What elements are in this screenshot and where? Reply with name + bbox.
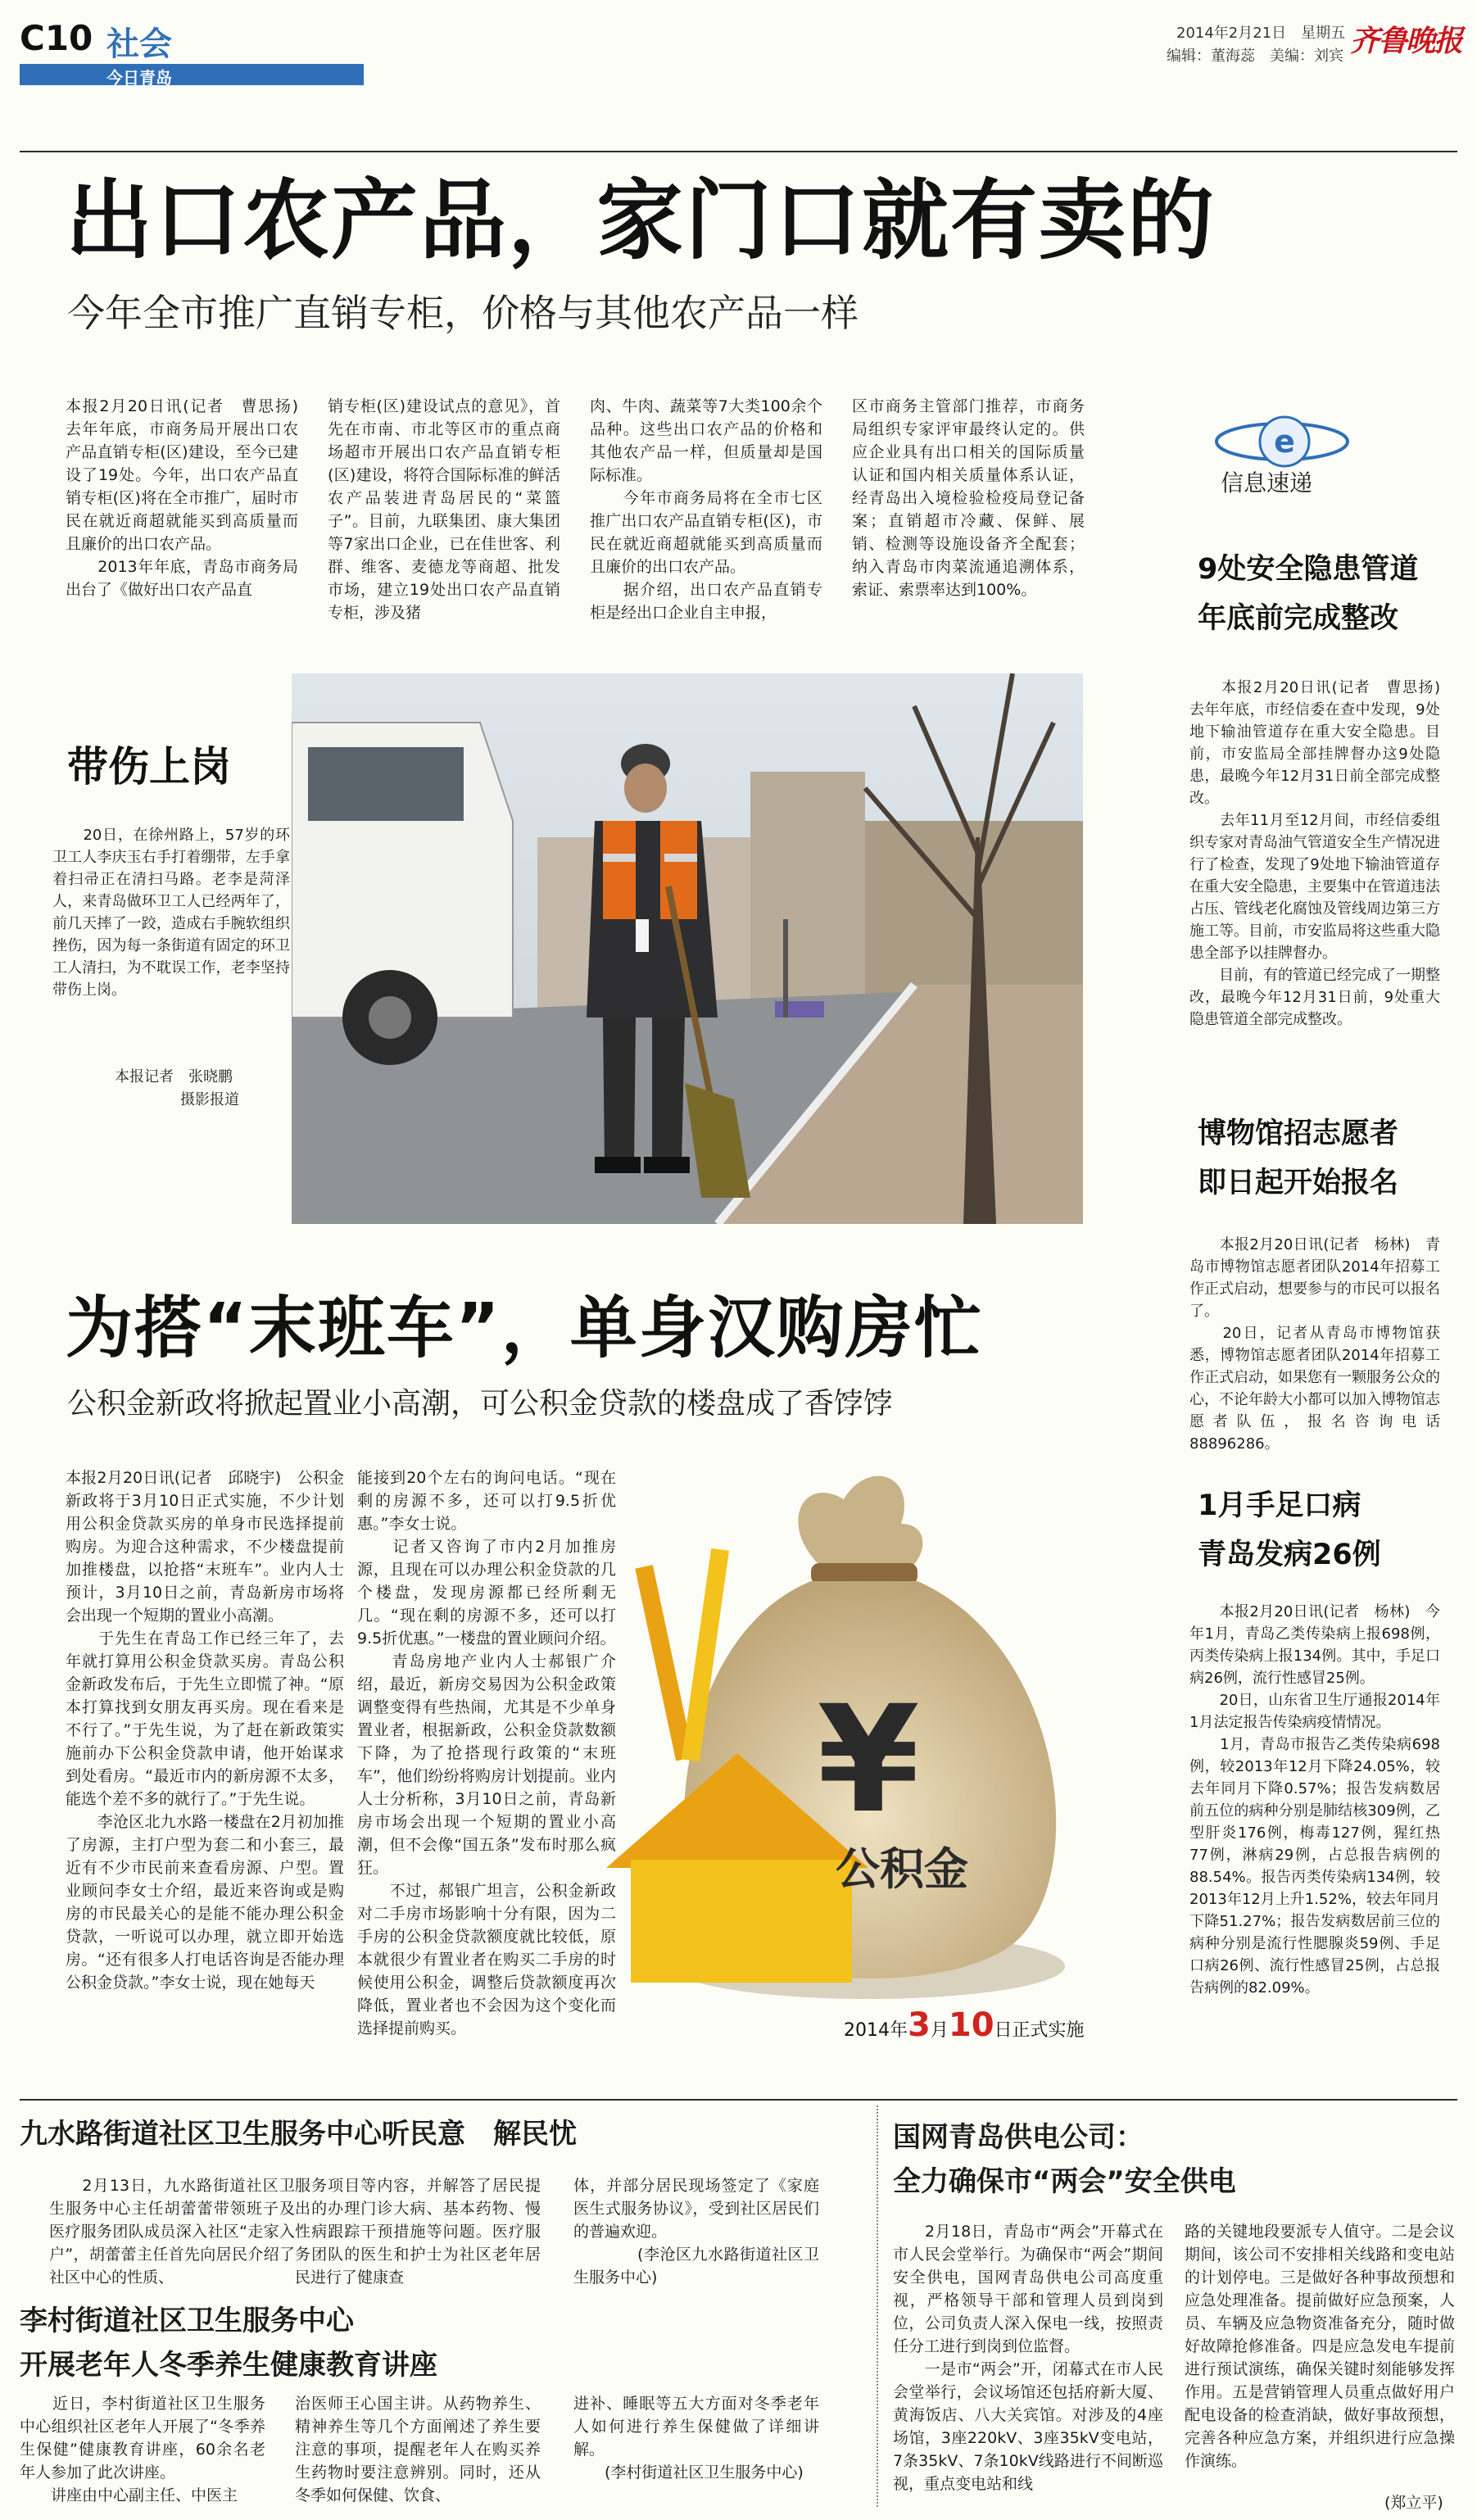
- issue-date: 2014年2月21日 星期五: [1176, 25, 1346, 42]
- svg-text:e: e: [1274, 424, 1295, 460]
- bottom-a-col-3: 体，并部分居民现场签定了《家庭医生式服务协议》，受到社区居民们的普遍欢迎。 (李沧区九水路街道社区卫生服务中心): [573, 2177, 819, 2287]
- page-number: C10: [20, 18, 93, 58]
- bottom-b-col-2: 治医师王心国主讲。从药物养生、精神养生等几个方面阐述了养生要注意的事项，提醒老年人在购买养生药物时要注意辨别。同时，还从冬季如何保健、饮食、: [295, 2395, 541, 2504]
- bottom-right-headline-line2: 全力确保市“两会”安全供电: [893, 2165, 1236, 2198]
- lead-col-3: 肉、牛肉、蔬菜等7大类100余个品种。这些出口农产品的价格和其他农产品一样，但质量却是国际标准。 今年市商务局将在全市七区推广出口农产品直销专柜(区)，市民在就近商超就能买到高质量而且廉价的出口农产品。 据介绍，出口农产品直销专柜是经出口企业自主申报，: [590, 397, 822, 622]
- second-subhead: 公积金新政将掀起置业小高潮，可公积金贷款的楼盘成了香饽饽: [67, 1387, 894, 1421]
- bottom-right-byline: (郑立平): [1384, 2494, 1443, 2512]
- street-sweeper-photo: [292, 673, 1083, 1224]
- lead-subhead: 今年全市推广直销专柜，价格与其他农产品一样: [67, 291, 859, 335]
- brief-3-body: 本报2月20日讯(记者 杨林) 今年1月，青岛乙类传染病上报698例，丙类传染病上报134例。其中，手足口病26例，流行性感冒25例。 20日，山东省卫生厅通报2014年1月法定报告传染病疫情情况。 1月，青岛市报告乙类传染病698例，较2013年12月下降24.05%，较去年同月下降0.57%；报告发病数居前五位的病种分别是肺结核309例，乙型肝炎176例，梅毒127例，猩红热77例，淋病29例，占总报告病例的88.54%。报告丙类传染病134例，较2013年12月上升1.52%，较去年同月下降51.27%；报告发病数居前三位的病种分别是流行性腮腺炎59例、手足口病26例、流行性感冒25例，占总报告病例的82.09%。: [1189, 1603, 1440, 1997]
- brief-1-title-line1: 9处安全隐患管道: [1198, 553, 1419, 586]
- photo-credit-reporter: 本报记者 张晓鹏: [115, 1068, 233, 1086]
- masthead: [0, 0, 1477, 92]
- brief-2-body: 本报2月20日讯(记者 杨林) 青岛市博物馆志愿者团队2014年招募工作正式启动，想要参与的市民可以报名了。 20日，记者从青岛市博物馆获悉，博物馆志愿者团队2014年招募工作正式启动，如果您有一颗服务公众的心，不论年龄大小都可以加入博物馆志愿者队伍，报名咨询电话88896286。: [1189, 1236, 1440, 1453]
- lead-col-2: 销专柜(区)建设试点的意见》，首先在市南、市北等区市的重点商场超市开展出口农产品直销专柜(区)建设，将符合国际标准的鲜活农产品装进青岛居民的“菜篮子”。目前，九联集团、康大集团等7家出口企业，已在佳世客、利群、维客、麦德龙等商超、批发市场，建立19处出口农产品直销专柜，涉及猪: [328, 397, 560, 622]
- brief-1-body: 本报2月20日讯(记者 曹思扬) 去年年底，市经信委在查中发现，9处地下输油管道存在重大安全隐患。目前，市安监局全部挂牌督办这9处隐患，最晚今年12月31日前全部完成整改。 去年11月至12月间，市经信委组织专家对青岛油气管道安全生产情况进行了检查，发现了9处地下输油管道存在重大安全隐患，主要集中在管道违法占压、管线老化腐蚀及管线周边第三方施工等。目前，市安监局将这些重大隐患全部予以挂牌督办。 目前，有的管道已经完成了一期整改，最晚今年12月31日前，9处重大隐患管道全部完成整改。: [1189, 679, 1440, 1028]
- brief-3-title-line1: 1月手足口病: [1198, 1489, 1361, 1522]
- bottom-a-col-2: 服务项目等内容，并解答了居民提出的办理门诊大病、基本药物、慢性病跟踪干预措施等问题。医疗服务团队的医生和护士为社区老年居民进行了健康查: [295, 2177, 541, 2287]
- brief-1-title-line2: 年底前完成整改: [1198, 602, 1399, 635]
- bottom-right-col-2: 路的关键地段要派专人值守。二是会议期间，该公司不安排相关线路和变电站的计划停电。三是做好各种事故预想和应急处理准备。提前做好应急预案，人员、车辆及应急物资准备充分，随时做好故障抢修准备。四是应急发电车提前进行预试演练，确保关键时刻能够发挥作用。五是营销管理人员重点做好用户配电设备的检查消缺，做好事故预想，完善各种应急方案，并组织进行应急操作演练。: [1185, 2223, 1455, 2470]
- bottom-right-headline-line1: 国网青岛供电公司：: [893, 2121, 1144, 2154]
- photo-scene: [292, 673, 1083, 1224]
- brief-2-title-line2: 即日起开始报名: [1198, 1167, 1399, 1199]
- photo-credit-type: 摄影报道: [180, 1091, 239, 1108]
- money-bag-house-graphic: [573, 1425, 1139, 2064]
- housing-fund-label: 公积金: [836, 1843, 968, 1895]
- bottom-a-col-1: 2月13日，九水路街道社区卫生服务中心主任胡蕾蕾带领班子及医疗服务团队成员深入社区“走家入户”，胡蕾蕾主任首先向居民介绍了社区中心的性质、: [49, 2177, 295, 2287]
- subsection-name: 今日青岛: [106, 68, 172, 88]
- effective-date-caption: 2014年3月10日正式实施: [844, 2006, 1085, 2044]
- second-col-2: 能接到20个左右的询问电话。“现在剩的房源不多，还可以打9.5折优惠。”李女士说。 记者又咨询了市内2月加推房源，且现在可以办理公积金贷款的几个楼盘，发现房源都已经所剩无几。“现在剩的房源不多，还可以打9.5折优惠。”一楼盘的置业顾问介绍。 青岛房地产业内人士郝银广介绍，最近，新房交易因为公积金政策调整变得有些热闹，尤其是不少单身置业者，根据新政，公积金贷款数额下降，为了抢搭现行政策的“末班车”，他们纷纷将购房计划提前。业内人士分析称，3月10日之前，青岛新房市场会出现一个短期的置业小高潮，但不会像“国五条”发布时那么疯狂。 不过，郝银广坦言，公积金新政对二手房市场影响十分有限，因为二手房的公积金贷款额度就比较低，原本就很少有置业者在购买二手房的时候使用公积金，调整后贷款额度再次降低，置业者也不会因为这个变化而选择提前购买。: [357, 1469, 616, 2037]
- bottom-a-headline: 九水路街道社区卫生服务中心听民意 解民忧: [20, 2118, 577, 2151]
- photo-feature-title: 带伤上岗: [67, 743, 231, 791]
- bottom-right-col-1: 2月18日，青岛市“两会”开幕式在市人民会堂举行。为确保市“两会”期间安全供电，国网青岛供电公司高度重视，严格领导干部和管理人员到岗到位，公司负责人深入保电一线，按照责任分工进行到岗到位监督。 一是市“两会”开，闭幕式在市人民会堂举行，会议场馆还包括府新大厦、黄海饭店、八大关宾馆。对涉及的4座场馆，3座220kV、3座35kV变电站，7条35kV、7条10kV线路进行不间断巡视，重点变电站和线: [893, 2223, 1163, 2493]
- second-col-1: 本报2月20日讯(记者 邱晓宇) 公积金新政将于3月10日正式实施，不少计划用公积金贷款买房的单身市民选择提前购房。为迎合这种需求，不少楼盘提前加推楼盘，以抢搭“末班车”。业内人士预计，3月10日之前，青岛新房市场将会出现一个短期的置业小高潮。 于先生在青岛工作已经三年了，去年就打算用公积金贷款买房。青岛公积金新政发布后，于先生立即慌了神。“原本打算找到女朋友再买房。现在看来是不行了。”于先生说，为了赶在新政策实施前办下公积金贷款申请，他开始谋求到处看房。“最近市内的新房源不太多，能选个差不多的就行了。”于先生说。 李沧区北九水路一楼盘在2月初加推了房源，主打户型为套二和小套三，最近有不少市民前来查看房源、户型。置业顾问李女士介绍，最近来咨询或是购房的市民最关心的是能不能办理公积金贷款，一听说可以办理，就立即开始选房。“还有很多人打电话咨询是否能办理公积金贷款。”李女士说，现在她每天: [66, 1469, 344, 1992]
- second-headline: 为搭“末班车”，单身汉购房忙: [66, 1289, 983, 1367]
- housing-fund-illustration: [573, 1425, 1139, 2064]
- photo-feature-caption: 20日，在徐州路上，57岁的环卫工人李庆玉右手打着绷带，左手拿着扫帚正在清扫马路。老李是菏泽人，来青岛做环卫工人已经两年了，前几天摔了一跤，造成右手腕软组织挫伤，因为每一条街道有固定的环卫工人清扫，为不耽误工作，老李坚持带伤上岗。: [52, 827, 290, 999]
- lead-headline: 出口农产品，家门口就有卖的: [66, 170, 1216, 271]
- bottom-b-col-3: 进补、睡眠等五大方面对冬季老年人如何进行养生保健做了详细讲解。 (李村街道社区卫生服务中心): [573, 2395, 819, 2481]
- brief-3-title-line2: 青岛发病26例: [1198, 1539, 1381, 1571]
- subsection-bar: [20, 64, 364, 85]
- yen-symbol: ¥: [817, 1675, 920, 1846]
- lead-col-4: 区市商务主管部门推荐，市商务局组织专家评审最终认定的。供应企业具有出口相关的国际质量认证和国内相关质量体系认证，经青岛出入境检验检疫局登记备案；直销超市冷藏、保鲜、展销、检测等设施设备齐全配套；纳入青岛市肉菜流通追溯体系，索证、索票率达到100%。: [852, 397, 1085, 599]
- brief-2-title-line1: 博物馆招志愿者: [1198, 1117, 1399, 1150]
- info-express-label: 信息速递: [1221, 469, 1313, 496]
- bottom-b-headline-line2: 开展老年人冬季养生健康教育讲座: [20, 2349, 437, 2382]
- bottom-b-headline-line1: 李村街道社区卫生服务中心: [20, 2305, 354, 2337]
- editors-line: 编辑：董海蕊 美编：刘宾: [1167, 48, 1343, 65]
- bottom-column-divider: [877, 2105, 878, 2507]
- brand-logo: 齐鲁晚报: [1350, 24, 1462, 58]
- section-name: 社会: [106, 25, 172, 63]
- lead-col-1: 本报2月20日讯(记者 曹思扬) 去年年底，市商务局开展出口农产品直销专柜(区)建设，至今已建设了19处。今年，出口农产品直销专柜(区)将在全市推广，届时市民在就近商超就能买到高质量而且廉价的出口农产品。 2013年年底，青岛市商务局出台了《做好出口农产品直: [66, 397, 298, 599]
- bottom-b-col-1: 近日，李村街道社区卫生服务中心组织社区老年人开展了“冬季养生保健”健康教育讲座，60余名老年人参加了此次讲座。 讲座由中心副主任、中医主: [20, 2395, 265, 2504]
- masthead-divider: [20, 151, 1457, 152]
- bottom-divider: [20, 2099, 1457, 2101]
